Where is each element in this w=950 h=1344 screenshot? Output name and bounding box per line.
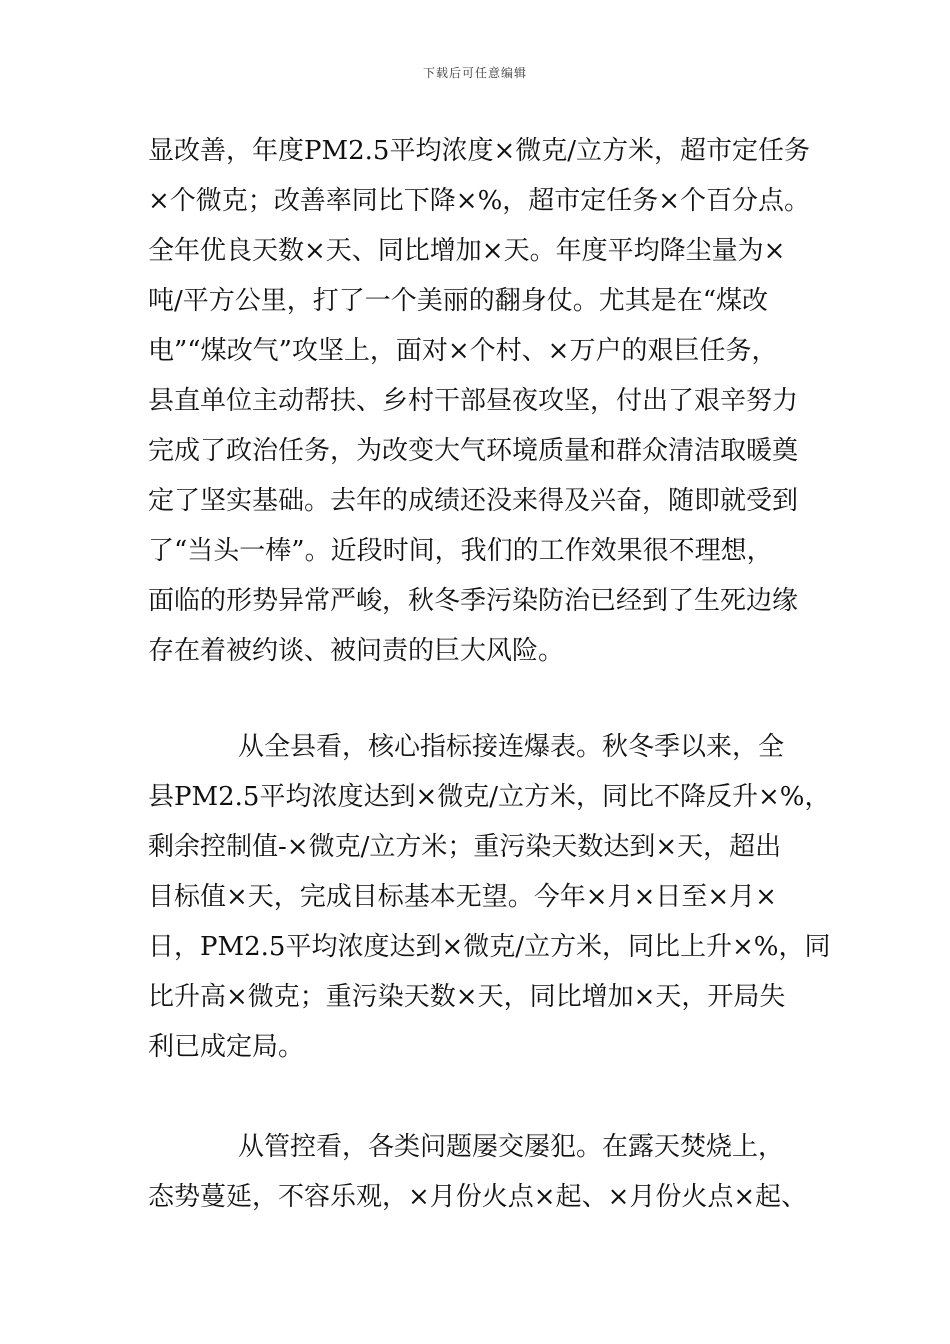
text-line: ×个微克；改善率同比下降×%，超市定任务×个百分点。: [148, 186, 811, 216]
paragraph-1: [148, 126, 838, 676]
text-line: 县PM2.5平均浓度达到×微克/立方米，同比不降反升×%，: [148, 782, 831, 812]
text-line: 吨/平方公里，打了一个美丽的翻身仗。尤其是在“煤改: [148, 286, 769, 316]
text-line-indented: 从全县看，核心指标接连爆表。秋冬季以来，全: [238, 732, 785, 762]
text-line: 显改善，年度PM2.5平均浓度×微克/立方米，超市定任务: [148, 136, 811, 166]
text-line: 县直单位主动帮扶、乡村干部昼夜攻坚，付出了艰辛努力: [148, 386, 799, 416]
text-line: 目标值×天，完成目标基本无望。今年×月×日至×月×: [148, 882, 777, 912]
paragraph-2: [148, 722, 838, 1072]
page-header: 下载后可任意编辑: [422, 66, 527, 80]
text-line: 态势蔓延，不容乐观，×月份火点×起、×月份火点×起、: [148, 1182, 808, 1212]
text-line: 定了坚实基础。去年的成绩还没来得及兴奋，随即就受到: [148, 486, 799, 516]
text-line: 电”“煤改气”攻坚上，面对×个村、×万户的艰巨任务，: [148, 336, 778, 366]
text-line-indented: 从管控看，各类问题屡交屡犯。在露天焚烧上，: [238, 1132, 785, 1162]
text-line: 存在着被约谈、被问责的巨大风险。: [148, 636, 565, 666]
text-line: 比升高×微克；重污染天数×天，同比增加×天，开局失: [148, 982, 786, 1012]
text-line: 利已成定局。: [148, 1032, 305, 1062]
text-line: 面临的形势异常严峻，秋冬季污染防治已经到了生死边缘: [148, 586, 799, 616]
text-line: 剩余控制值-×微克/立方米；重污染天数达到×天，超出: [148, 832, 782, 862]
text-line: 完成了政治任务，为改变大气环境质量和群众清洁取暖奠: [148, 436, 799, 466]
paragraph-3: [148, 1122, 838, 1222]
text-line: 全年优良天数×天、同比增加×天。年度平均降尘量为×: [148, 236, 786, 266]
text-line: 了“当头一棒”。近段时间，我们的工作效果很不理想，: [148, 536, 773, 566]
text-line: 日，PM2.5平均浓度达到×微克/立方米，同比上升×%，同: [148, 932, 831, 962]
